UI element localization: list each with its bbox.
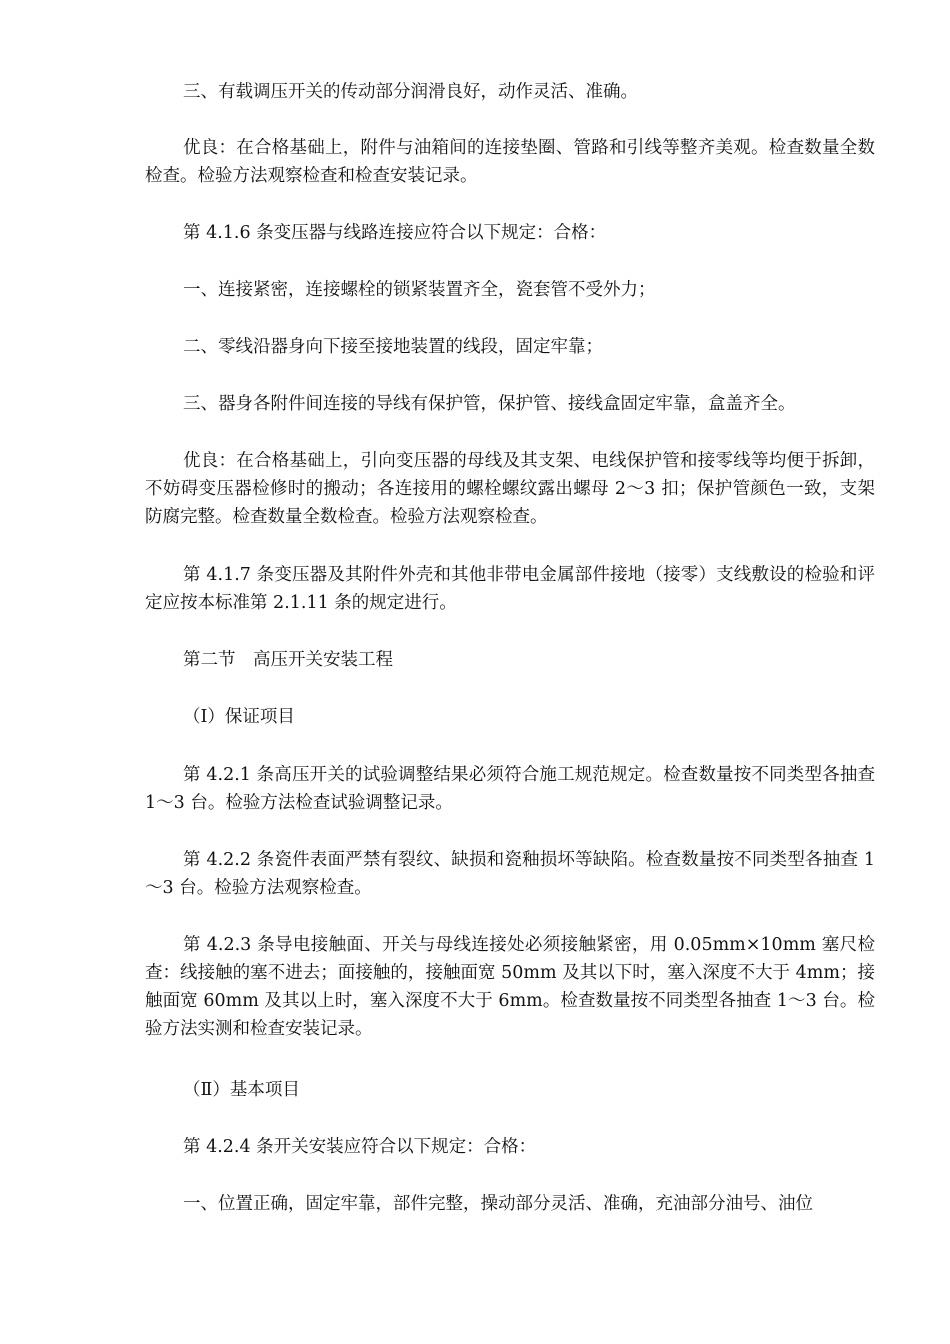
paragraph: 第 4.1.6 条变压器与线路连接应符合以下规定：合格：: [183, 223, 607, 243]
paragraph: 三、有载调压开关的传动部分润滑良好，动作灵活、准确。: [183, 82, 638, 102]
paragraph: 三、器身各附件间连接的导线有保护管，保护管、接线盒固定牢靠，盒盖齐全。: [183, 394, 796, 414]
paragraph: 第 4.2.2 条瓷件表面严禁有裂纹、缺损和瓷釉损坏等缺陷。检查数量按不同类型各抽查 1～3 台。检验方法观察检查。: [145, 850, 875, 898]
subsection-heading: （Ⅱ）基本项目: [183, 1080, 300, 1100]
section-heading: 第二节 高压开关安装工程: [183, 650, 393, 670]
paragraph: 第 4.2.3 条导电接触面、开关与母线连接处必须接触紧密，用 0.05mm×10mm 塞尺检查：线接触的塞不进去；面接触的，接触面宽 50mm 及其以下时，塞入深度不大于 4mm；接触面宽 60mm 及其以上时，塞入深度不大于 6mm。检查数量按不同类型各抽查 1～3 台。检验方法实测和检查安装记录。: [145, 935, 875, 1039]
paragraph: 第 4.2.4 条开关安装应符合以下规定：合格：: [183, 1137, 537, 1157]
paragraph: 第 4.1.7 条变压器及其附件外壳和其他非带电金属部件接地（接零）支线敷设的检验和评定应按本标准第 2.1.11 条的规定进行。: [145, 565, 875, 613]
paragraph: 第 4.2.1 条高压开关的试验调整结果必须符合施工规范规定。检查数量按不同类型各抽查 1～3 台。检验方法检查试验调整记录。: [145, 765, 875, 813]
paragraph: 一、连接紧密，连接螺栓的锁紧装置齐全，瓷套管不受外力；: [183, 280, 656, 300]
paragraph: 优良：在合格基础上，附件与油箱间的连接垫圈、管路和引线等整齐美观。检查数量全数检查。检验方法观察检查和检查安装记录。: [145, 138, 875, 186]
paragraph: 优良：在合格基础上，引向变压器的母线及其支架、电线保护管和接零线等均便于拆卸，不妨碍变压器检修时的搬动；各连接用的螺栓螺纹露出螺母 2～3 扣；保护管颜色一致，支架防腐完整。检查数量全数检查。检验方法观察检查。: [145, 451, 875, 527]
paragraph: 一、位置正确，固定牢靠，部件完整，操动部分灵活、准确，充油部分油号、油位: [183, 1194, 813, 1214]
paragraph: 二、零线沿器身向下接至接地装置的线段，固定牢靠；: [183, 337, 603, 357]
subsection-heading: （Ⅰ）保证项目: [183, 707, 295, 727]
